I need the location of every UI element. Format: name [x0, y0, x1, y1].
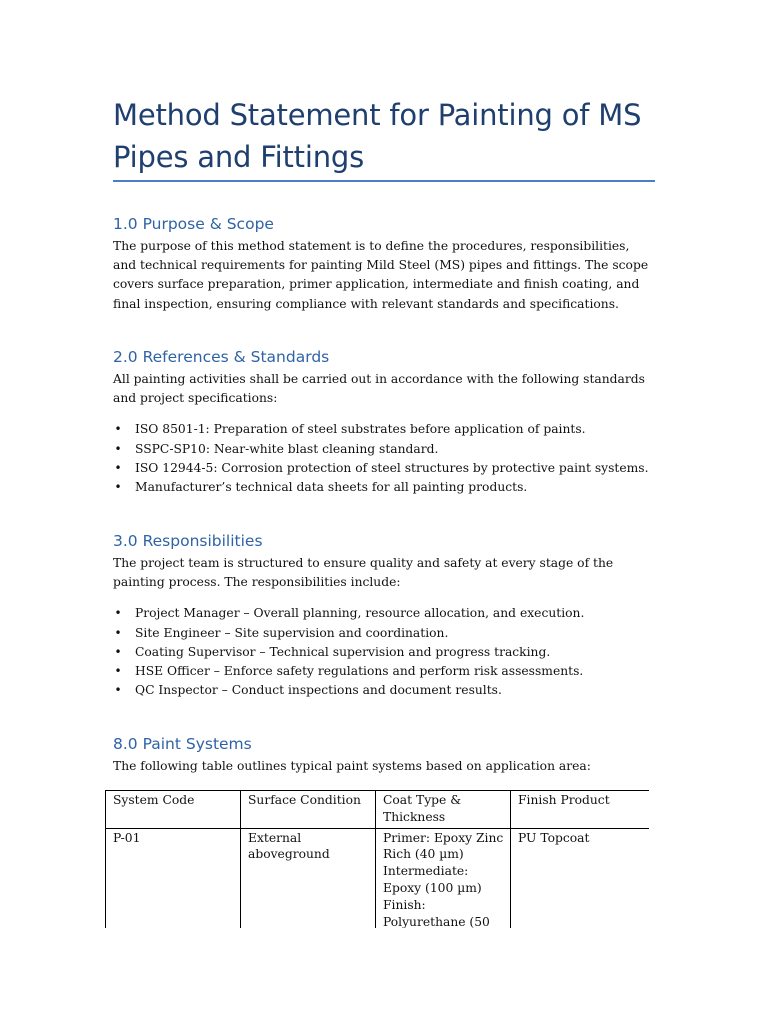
section-references-standards: [113, 347, 655, 497]
list-item-text: Coating Supervisor – Technical supervision and progress tracking.: [135, 644, 551, 659]
section-paragraph: All painting activities shall be carried out in accordance with the following standards and project specifications:: [113, 372, 645, 406]
section-paragraph: The following table outlines typical paint systems based on application area:: [113, 759, 591, 773]
section-responsibilities: [113, 531, 655, 700]
list-item: [113, 440, 655, 459]
table-cell-system-code: P-01: [106, 828, 241, 928]
table-cell-surface-condition: External aboveground: [241, 828, 376, 928]
title-divider: [113, 180, 655, 182]
section-heading: 3.0 Responsibilities: [113, 532, 263, 550]
paint-systems-table-wrapper: [105, 790, 649, 928]
table-cell-coat-type: Primer: Epoxy Zinc Rich (40 µm) Intermediate: Epoxy (100 µm) Finish: Polyurethane (50: [376, 828, 511, 928]
standards-list: [113, 420, 655, 497]
section-purpose-scope: [113, 214, 655, 314]
table-row: [106, 828, 650, 928]
list-item: [113, 643, 655, 662]
document-title: Method Statement for Painting of MS Pipes and Fittings: [113, 98, 642, 174]
section-paragraph: The project team is structured to ensure quality and safety at every stage of the painting process. The responsibilities include:: [113, 556, 614, 590]
section-paint-systems: [113, 734, 655, 776]
list-item: [113, 681, 655, 700]
responsibilities-list: [113, 604, 655, 700]
bullet-dot-icon: •: [114, 644, 122, 659]
list-item: [113, 624, 655, 643]
list-item-text: SSPC-SP10: Near-white blast cleaning standard.: [135, 441, 439, 456]
bullet-dot-icon: •: [114, 480, 122, 495]
list-item: [113, 420, 655, 439]
bullet-dot-icon: •: [114, 606, 122, 621]
list-item-text: ISO 8501-1: Preparation of steel substrates before application of paints.: [135, 422, 586, 437]
list-item-text: ISO 12944-5: Corrosion protection of steel structures by protective paint systems.: [135, 460, 649, 475]
bullet-dot-icon: •: [114, 625, 122, 640]
section-paragraph: The purpose of this method statement is to define the procedures, responsibilities, and technical requirements for painting Mild Steel (MS) pipes and fittings. The scope covers surface preparation, primer application, intermediate and finish coating, and final inspection, ensuring compliance with relevant standards and specifications.: [113, 239, 649, 311]
table-header-cell: Coat Type & Thickness: [376, 791, 511, 829]
table-header-cell: System Code: [106, 791, 241, 829]
bullet-dot-icon: •: [114, 683, 122, 698]
section-heading: 8.0 Paint Systems: [113, 735, 252, 753]
list-item: [113, 604, 655, 623]
table-header-cell: Surface Condition: [241, 791, 376, 829]
bullet-dot-icon: •: [114, 441, 122, 456]
table-header-row: [106, 791, 650, 829]
bullet-dot-icon: •: [114, 664, 122, 679]
paint-systems-table: [105, 790, 649, 928]
section-heading: 1.0 Purpose & Scope: [113, 215, 274, 233]
list-item-text: QC Inspector – Conduct inspections and document results.: [135, 683, 502, 698]
table-header-cell: Finish Product: [511, 791, 650, 829]
list-item-text: Project Manager – Overall planning, resource allocation, and execution.: [135, 606, 585, 621]
bullet-dot-icon: •: [114, 460, 122, 475]
section-heading: 2.0 References & Standards: [113, 348, 330, 366]
list-item-text: Site Engineer – Site supervision and coordination.: [135, 625, 449, 640]
bullet-dot-icon: •: [114, 422, 122, 437]
list-item: [113, 459, 655, 478]
table-cell-finish-product: PU Topcoat: [511, 828, 650, 928]
list-item-text: Manufacturer’s technical data sheets for all painting products.: [135, 480, 528, 495]
list-item: [113, 478, 655, 497]
list-item: [113, 662, 655, 681]
list-item-text: HSE Officer – Enforce safety regulations and perform risk assessments.: [135, 664, 584, 679]
